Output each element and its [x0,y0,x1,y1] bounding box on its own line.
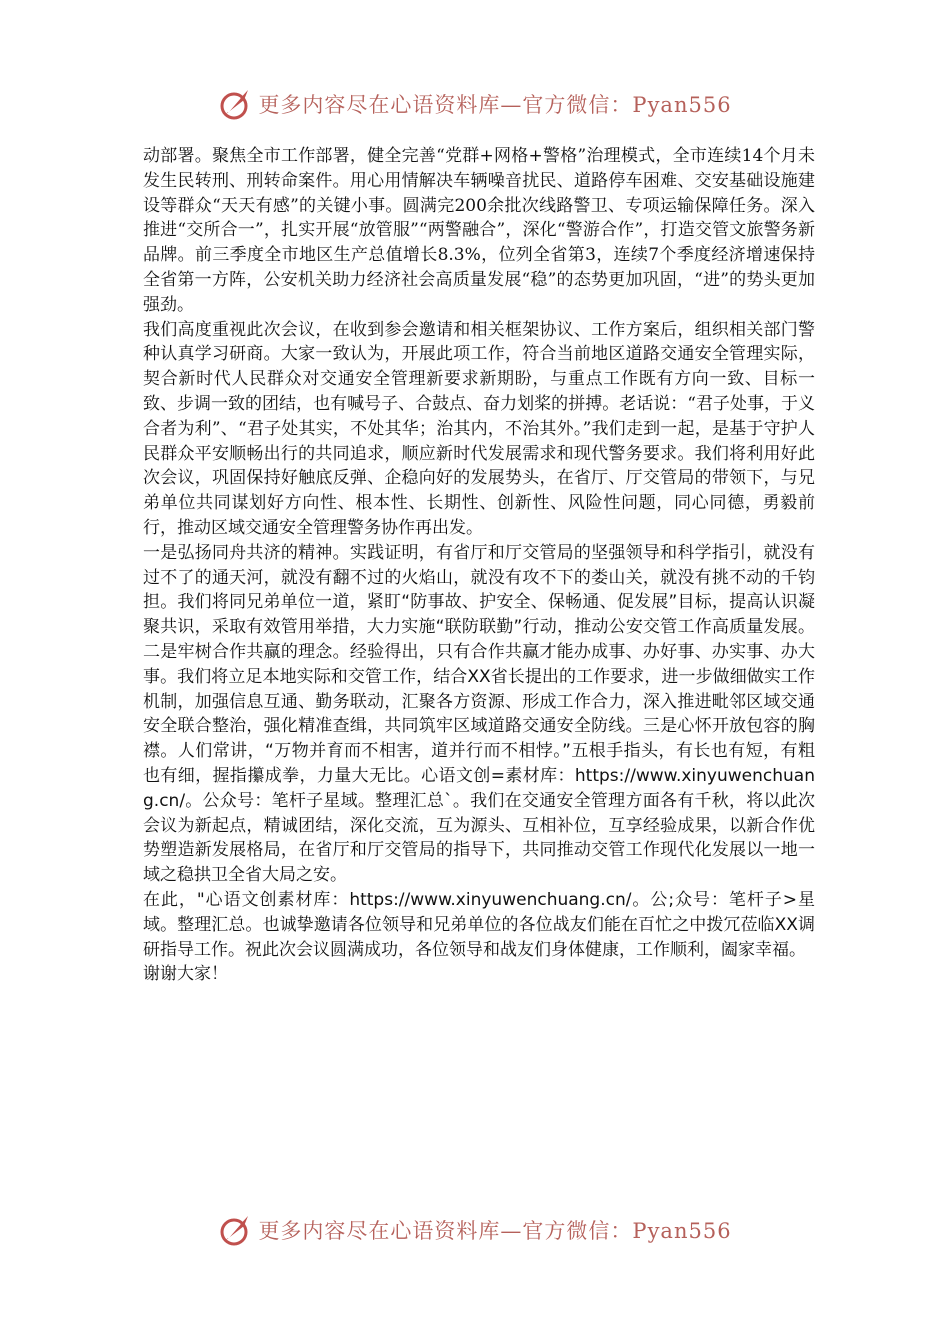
paragraph-4: 在此，"心语文创素材库：https://www.xinyuwenchuang.cn/。公;众号：笔杆子>星域。整理汇总。也诚挚邀请各位领导和兄弟单位的各位战友们能在百忙之中拨冗莅临XX调研指导工作。祝此次会议圆满成功，各位领导和战友们身体健康，工作顺利，阖家幸福。 [143,889,815,960]
header-banner-text: 更多内容尽在心语资料库—官方微信：Pyan556 [258,93,732,117]
paragraph-1: 动部署。聚焦全市工作部署，健全完善“党群+网格+警格”治理模式，全市连续14个月未发生民转刑、刑转命案件。用心用情解决车辆噪音扰民、道路停车困难、交安基础设施建设等群众“天天有感”的关键小事。圆满完200余批次线路警卫、专项运输保障任务。深入推进“交所合一”，扎实开展“放管服”“两警融合”，深化“警游合作”，打造交管文旅警务新品牌。前三季度全市地区生产总值增长8.3%，位列全省第3，连续7个季度经济增速保持全省第一方阵，公安机关助力经济社会高质量发展“稳”的态势更加巩固，“进”的势头更加强劲。 [143,146,815,315]
closing-line: 谢谢大家！ [143,964,228,985]
header-banner [0,84,950,124]
document-body [143,144,815,987]
footer-banner [0,1210,950,1250]
quill-logo-icon [218,86,254,122]
paragraph-3: 一是弘扬同舟共济的精神。实践证明，有省厅和厅交管局的坚强领导和科学指引，就没有过不了的通天河，就没有翻不过的火焰山，就没有攻不下的娄山关，就没有挑不动的千钧担。我们将同兄弟单位一道，紧盯“防事故、护安全、保畅通、促发展”目标，提高认识凝聚共识，采取有效管用举措，大力实施“联防联勤”行动，推动公安交管工作高质量发展。二是牢树合作共赢的理念。经验得出，只有合作共赢才能办成事、办好事、办实事、办大事。我们将立足本地实际和交管工作，结合XX省长提出的工作要求，进一步做细做实工作机制，加强信息互通、勤务联动，汇聚各方资源、形成工作合力，深入推进毗邻区域交通安全联合整治，强化精准查缉，共同筑牢区域道路交通安全防线。三是心怀开放包容的胸襟。人们常讲，“万物并育而不相害，道并行而不相悖。”五根手指头，有长也有短，有粗也有细，握指攥成拳，力量大无比。心语文创=素材库：https://www.xinyuwenchuang.cn/。公众号：笔杆子星域。整理汇总`。我们在交通安全管理方面各有千秋，将以此次会议为新起点，精诚团结，深化交流，互为源头、互相补位，互享经验成果，以新合作优势塑造新发展格局，在省厅和厅交管局的指导下，共同推动交管工作现代化发展以一地一域之稳拱卫全省大局之安。 [143,542,815,886]
quill-logo-icon [218,1212,254,1248]
footer-banner-text: 更多内容尽在心语资料库—官方微信：Pyan556 [258,1219,732,1243]
paragraph-2: 我们高度重视此次会议，在收到参会邀请和相关框架协议、工作方案后，组织相关部门警种认真学习研商。大家一致认为，开展此项工作，符合当前地区道路交通安全管理实际，契合新时代人民群众对交通安全管理新要求新期盼，与重点工作既有方向一致、目标一致、步调一致的团结，也有喊号子、合鼓点、奋力划桨的拼搏。老话说：“君子处事，于义合者为利”、“君子处其实，不处其华；治其内，不治其外。”我们走到一起，是基于守护人民群众平安顺畅出行的共同追求，顺应新时代发展需求和现代警务要求。我们将利用好此次会议，巩固保持好触底反弹、企稳向好的发展势头，在省厅、厅交管局的带领下，与兄弟单位共同谋划好方向性、根本性、长期性、创新性、风险性问题，同心同德，勇毅前行，推动区域交通安全管理警务协作再出发。 [143,319,815,538]
